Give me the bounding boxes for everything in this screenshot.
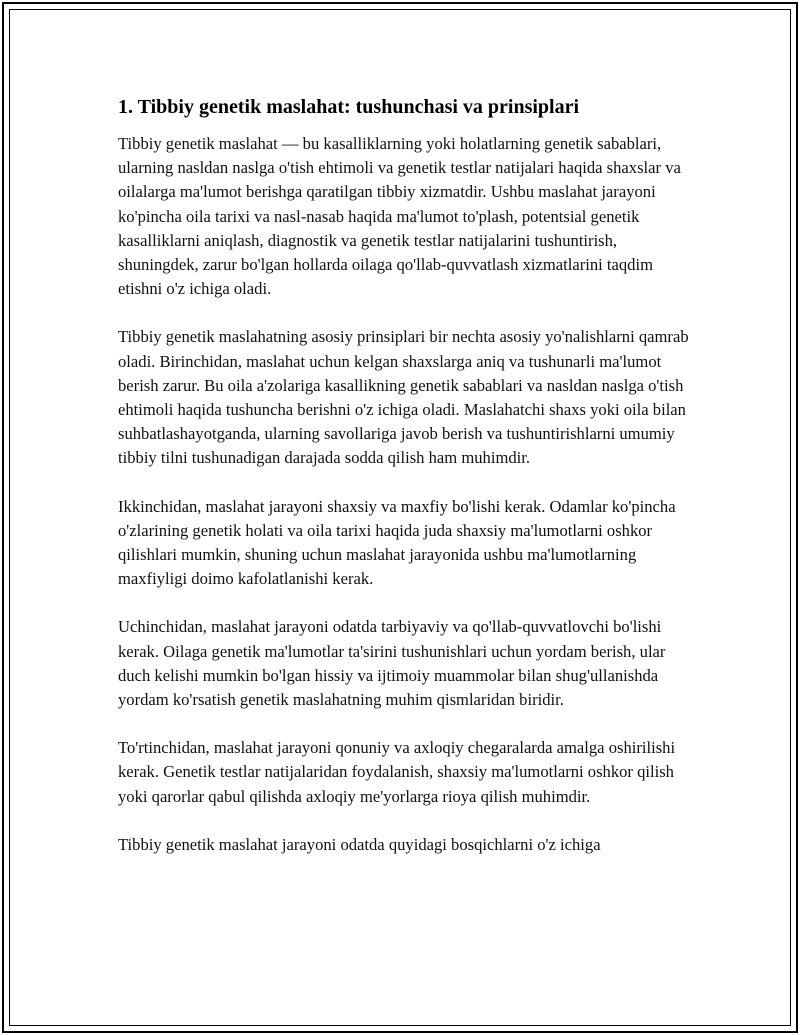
paragraph-stages-intro: Tibbiy genetik maslahat jarayoni odatda quyidagi bosqichlarni o'z ichiga <box>118 834 601 854</box>
paragraph-third-principle: Uchinchidan, maslahat jarayoni odatda tarbiyaviy va qo'llab-quvvatlovchi bo'lishi kerak. Oilaga genetik ma'lumotlar ta'sirini tushunishlari uchun yordam berish, ular duch kelishi mumkin bo'lgan hissiy va ijtimoiy muammolar bilan shug'ullanishda yordam ko'rsatish genetik maslahatning muhim qismlaridan biridir. <box>118 617 666 710</box>
paragraph-definition: Tibbiy genetik maslahat — bu kasalliklarning yoki holatlarning genetik sabablari, ularning nasldan naslga o'tish ehtimoli va genetik testlar natijalari haqida shaxslar va oilalarga ma'lumot berishga qaratilgan tibbiy xizmatdir. Ushbu maslahat jarayoni ko'pincha oila tarixi va nasl-nasab haqida ma'lumot to'plash, potentsial genetik kasalliklarni aniqlash, diagnostik va genetik testlar natijalarini tushuntirish, shuningdek, zarur bo'lgan hollarda oilaga qo'llab-quvvatlash xizmatlarini taqdim etishni o'z ichiga oladi. <box>118 134 681 299</box>
paragraph-second-principle: Ikkinchidan, maslahat jarayoni shaxsiy va maxfiy bo'lishi kerak. Odamlar ko'pincha o'zlarining genetik holati va oila tarixi haqida juda shaxsiy ma'lumotlarni oshkor qilishlari mumkin, shuning uchun maslahat jarayonida ushbu ma'lumotlarning maxfiyligi doimo kafolatlanishi kerak. <box>118 496 676 589</box>
document-body <box>118 93 698 881</box>
paragraph-principles: Tibbiy genetik maslahatning asosiy prinsiplari bir nechta asosiy yo'nalishlarni qamrab oladi. Birinchidan, maslahat uchun kelgan shaxslarga aniq va tushunarli ma'lumot berish zarur. Bu oila a'zolariga kasallikning genetik sabablari va nasldan naslga o'tish ehtimoli haqida tushuncha berishni o'z ichiga oladi. Maslahatchi shaxs yoki oila bilan suhbatlashayotganda, ularning savollariga javob berish va tushuntirishlarni umumiy tibbiy tilni tushunadigan darajada sodda qilish ham muhimdir. <box>118 327 689 468</box>
section-heading: 1. Tibbiy genetik maslahat: tushunchasi va prinsiplari <box>118 96 580 118</box>
paragraph-fourth-principle: To'rtinchidan, maslahat jarayoni qonuniy va axloqiy chegaralarda amalga oshirilishi kerak. Genetik testlar natijalaridan foydalanish, shaxsiy ma'lumotlarni oshkor qilish yoki qarorlar qabul qilishda axloqiy me'yorlarga rioya qilish muhimdir. <box>118 738 676 806</box>
